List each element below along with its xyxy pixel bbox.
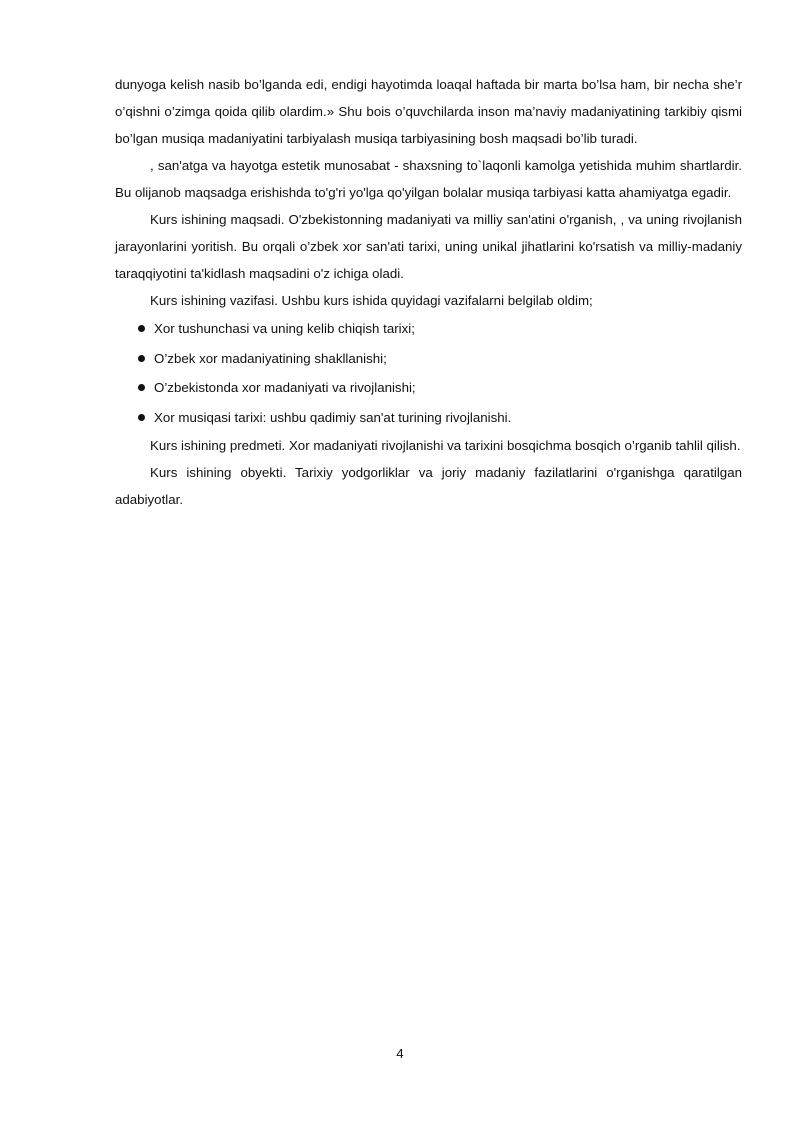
list-item bbox=[134, 344, 742, 374]
list-item-text: O’zbekistonda xor madaniyati va rivojlanishi; bbox=[154, 380, 416, 395]
task-list bbox=[115, 314, 742, 432]
list-item-text: O’zbek xor madaniyatining shakllanishi; bbox=[154, 350, 387, 366]
list-item bbox=[134, 314, 742, 344]
bullet-icon bbox=[138, 384, 145, 391]
list-item bbox=[134, 373, 742, 403]
paragraph-course-goal: Kurs ishining maqsadi. O'zbekistonning madaniyati va milliy san'atini o'rganish, , va uning rivojlanish jarayonlarini yoritish. Bu orqali o’zbek xor san'ati tarixi, uning unikal jihatlarini ko'rsatish va milliy-madaniy taraqqiyotini ta'kidlash maqsadini o'z ichiga oladi. bbox=[115, 212, 742, 281]
document-page bbox=[115, 71, 742, 513]
paragraph-continuation: dunyoga kelish nasib bo’lganda edi, endigi hayotimda loaqal haftada bir marta bo’lsa ham, bir necha she’r o’qishni o’zimga qoida qilib olardim.» Shu bois o’quvchilarda inson ma’naviy madaniyatining tarkibiy qismi bo’lgan musiqa madaniyatini tarbiyalash musiqa tarbiyasining bosh maqsadi bo’lib turadi. bbox=[115, 77, 742, 146]
list-item-text: Xor musiqasi tarixi: ushbu qadimiy san'at turining rivojlanishi. bbox=[154, 409, 512, 425]
paragraph-course-object: Kurs ishining obyekti. Tarixiy yodgorliklar va joriy madaniy fazilatlarini o'rganishga qaratilgan adabiyotlar. bbox=[115, 465, 742, 507]
bullet-icon bbox=[138, 355, 145, 362]
bullet-icon bbox=[138, 414, 145, 421]
bullet-icon bbox=[138, 325, 145, 332]
page-number: 4 bbox=[396, 1046, 404, 1061]
paragraph-course-tasks: Kurs ishining vazifasi. Ushbu kurs ishida quyidagi vazifalarni belgilab oldim; bbox=[150, 293, 593, 308]
paragraph-course-subject: Kurs ishining predmeti. Xor madaniyati rivojlanishi va tarixini bosqichma bosqich o’rganib tahlil qilish. bbox=[150, 438, 741, 453]
list-item-text: Xor tushunchasi va uning kelib chiqish tarixi; bbox=[154, 321, 415, 336]
list-item bbox=[134, 403, 742, 433]
paragraph-aesthetic-attitude: , san'atga va hayotga estetik munosabat - shaxsning to`laqonli kamolga yetishida muhim shartlardir. Bu olijanob maqsadga erishishda to'g'ri yo'lga qo'yilgan bolalar musiqa tarbiyasi katta ahamiyatga egadir. bbox=[115, 158, 742, 200]
